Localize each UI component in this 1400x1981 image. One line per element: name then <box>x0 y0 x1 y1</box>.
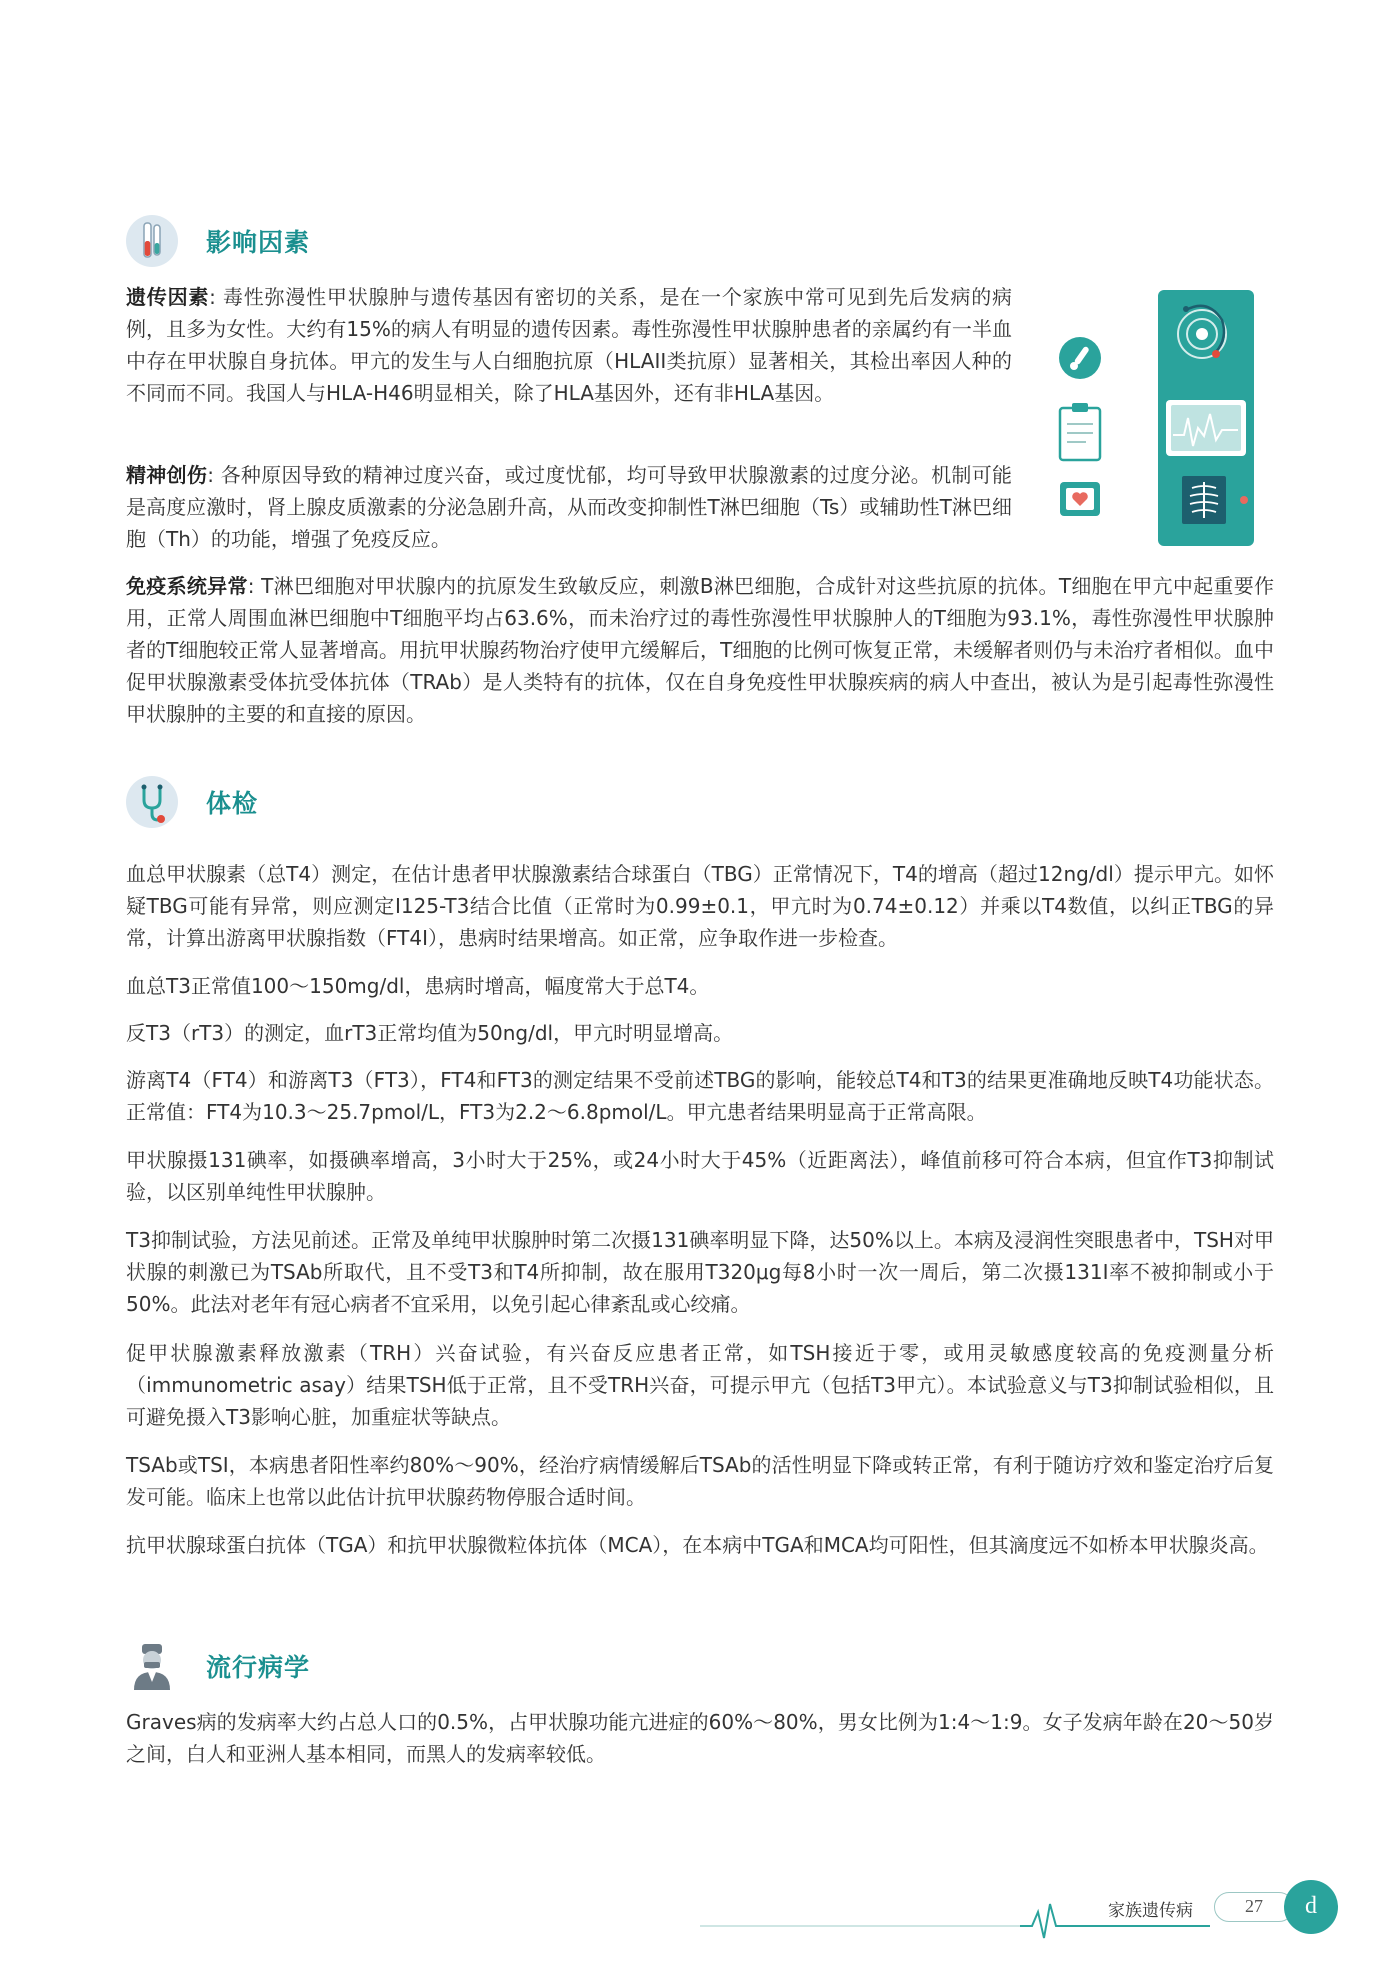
text-immune: : T淋巴细胞对甲状腺内的抗原发生致敏反应，刺激B淋巴细胞，合成针对这些抗原的抗体。T细胞在甲亢中起重要作用，正常人周围血淋巴细胞中T细胞平均占63.6%，而未治疗过的毒性弥漫性甲状腺肿人的T细胞为93.1%，毒性弥漫性甲状腺肿者的T细胞较正常人显著增高。用抗甲状腺药物治疗使甲亢缓解后，T细胞的比例可恢复正常，未缓解者则仍与未治疗者相似。血中促甲状腺激素受体抗受体抗体（TRAb）是人类特有的抗体，仅在自身免疫性甲状腺疾病的病人中查出，被认为是引起毒性弥漫性甲状腺肿的主要的和直接的原因。 <box>126 574 1275 726</box>
page-number: 27 <box>1245 1896 1263 1916</box>
exam-paragraph: T3抑制试验，方法见前述。正常及单纯甲状腺肿时第二次摄131碘率明显下降，达50%以上。本病及浸润性突眼患者中，TSH对甲状腺的刺激已为TSAb所取代，且不受T3和T4所抑制，故在服用T320μg每8小时一次一周后，第二次摄131I率不被抑制或小于50%。此法对老年有冠心病者不宜采用，以免引起心律紊乱或心绞痛。 <box>126 1228 1274 1316</box>
page-number-pill <box>1214 1892 1294 1922</box>
section-header-exam <box>126 774 258 830</box>
clipboard-icon <box>1058 402 1102 462</box>
page-badge <box>1284 1880 1338 1934</box>
test-tube-icon <box>126 215 178 267</box>
footer-category: 家族遗传病 <box>1108 1901 1193 1921</box>
text-genetic: : 毒性弥漫性甲状腺肿与遗传基因有密切的关系，是在一个家族中常可见到先后发病的病例，且多为女性。大约有15%的病人有明显的遗传因素。毒性弥漫性甲状腺肿患者的亲属约有一半血中存在甲状腺自身抗体。甲亢的发生与人白细胞抗原（HLAII类抗原）显著相关，其检出率因人种的不同而不同。我国人与HLA-H46明显相关，除了HLA基因外，还有非HLA基因。 <box>126 285 1012 405</box>
exam-paragraph: 反T3（rT3）的测定，血rT3正常均值为50ng/dl，甲亢时明显增高。 <box>126 1021 734 1045</box>
exam-paragraph: 甲状腺摄131碘率，如摄碘率增高，3小时大于25%，或24小时大于45%（近距离法），峰值前移可符合本病，但宜作T3抑制试验，以区别单纯性甲状腺肿。 <box>126 1148 1274 1204</box>
heart-card-icon <box>1058 480 1102 518</box>
section-header-factors <box>126 213 310 269</box>
exam-paragraph: 血总T3正常值100～150mg/dl，患病时增高，幅度常大于总T4。 <box>126 974 710 998</box>
thermometer-icon <box>1058 336 1102 380</box>
section-title: 体检 <box>206 789 259 818</box>
exam-paragraph: 游离T4（FT4）和游离T3（FT3），FT4和FT3的测定结果不受前述TBG的影响，能较总T4和T3的结果更准确地反映T4功能状态。正常值：FT4为10.3～25.7pmol/L，FT3为2.2～6.8pmol/L。甲亢患者结果明显高于正常高限。 <box>126 1068 1274 1124</box>
term-genetic: 遗传因素 <box>126 285 210 309</box>
page-badge-letter: d <box>1305 1893 1317 1919</box>
exam-paragraph: 血总甲状腺素（总T4）测定，在估计患者甲状腺激素结合球蛋白（TBG）正常情况下，T4的增高（超过12ng/dl）提示甲亢。如怀疑TBG可能有异常，则应测定I125-T3结合比值（正常时为0.99±0.1，甲亢时为0.74±0.12）并乘以T4数值，以纠正TBG的异常，计算出游离甲状腺指数（FT4I），患病时结果增高。如正常，应争取作进一步检查。 <box>126 862 1274 950</box>
paragraph-trauma <box>126 459 1012 555</box>
epidemiology-paragraph: Graves病的发病率大约占总人口的0.5%，占甲状腺功能亢进症的60%～80%，男女比例为1:4～1:9。女子发病年龄在20～50岁之间，白人和亚洲人基本相同，而黑人的发病率较低。 <box>126 1710 1274 1766</box>
term-trauma: 精神创伤 <box>126 463 208 487</box>
paragraph-immune <box>126 570 1274 730</box>
stethoscope-icon <box>126 776 178 828</box>
medical-panel-illustration <box>1158 290 1254 546</box>
section-title: 影响因素 <box>206 228 311 257</box>
text-trauma: : 各种原因导致的精神过度兴奋，或过度忧郁，均可导致甲状腺激素的过度分泌。机制可能是高度应激时，肾上腺皮质激素的分泌急剧升高，从而改变抑制性T淋巴细胞（Ts）或辅助性T淋巴细胞（Th）的功能，增强了免疫反应。 <box>126 463 1012 551</box>
exam-paragraph: TSAb或TSI，本病患者阳性率约80%～90%，经治疗病情缓解后TSAb的活性明显下降或转正常，有利于随访疗效和鉴定治疗后复发可能。临床上也常以此估计抗甲状腺药物停服合适时间。 <box>126 1453 1274 1509</box>
section-header-epidemiology <box>126 1638 310 1694</box>
section-title: 流行病学 <box>206 1653 311 1682</box>
term-immune: 免疫系统异常 <box>126 574 248 598</box>
exam-paragraph: 促甲状腺激素释放激素（TRH）兴奋试验，有兴奋反应患者正常，如TSH接近于零，或用灵敏感度较高的免疫测量分析（immunometric asay）结果TSH低于正常，且不受TRH兴奋，可提示甲亢（包括T3甲亢）。本试验意义与T3抑制试验相似，且可避免摄入T3影响心脏，加重症状等缺点。 <box>126 1341 1274 1429</box>
footer <box>0 1860 1400 1940</box>
exam-paragraph: 抗甲状腺球蛋白抗体（TGA）和抗甲状腺微粒体抗体（MCA），在本病中TGA和MCA均可阳性，但其滴度远不如桥本甲状腺炎高。 <box>126 1533 1269 1557</box>
paragraph-genetic <box>126 281 1012 409</box>
doctor-icon <box>126 1640 178 1692</box>
